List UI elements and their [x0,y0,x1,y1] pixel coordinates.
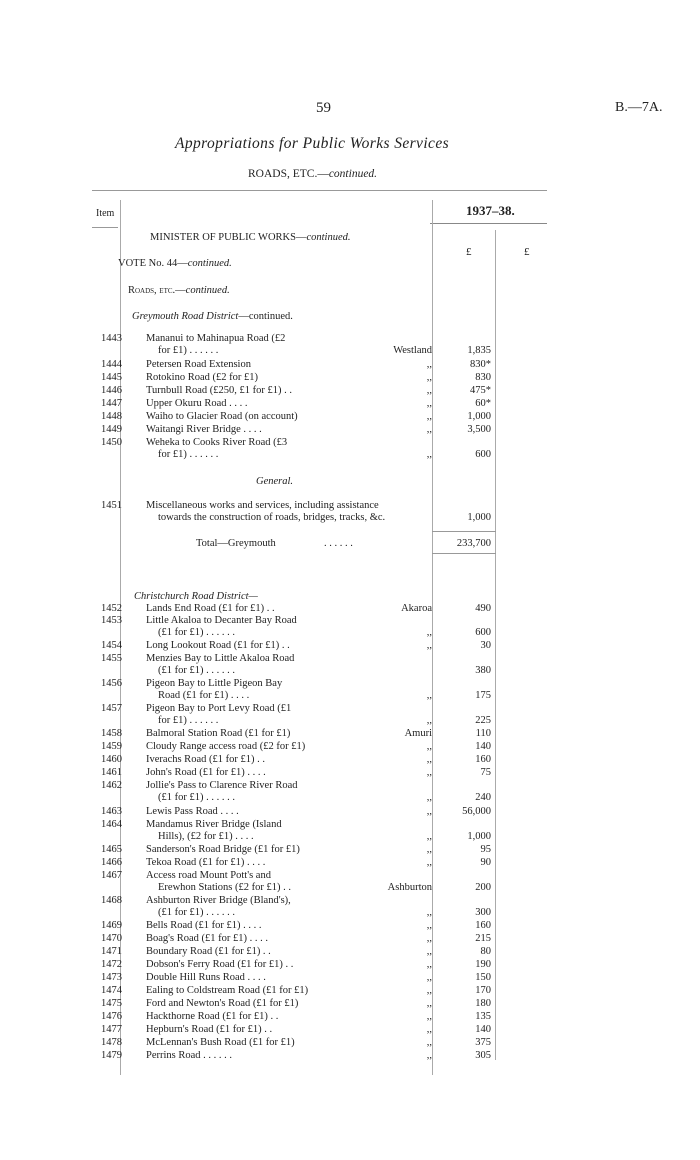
item-amount: 80 [480,946,491,957]
item-description: McLennan's Bush Road (£1 for £1) [146,1037,295,1048]
total-rule-top [432,531,496,532]
item-number: 1445 [101,372,122,383]
item-location: ,, [426,640,432,651]
item-number: 1476 [101,1011,122,1022]
item-amount: 30 [480,640,491,651]
item-number: 1449 [101,424,122,435]
item-amount: 140 [475,1024,491,1035]
item-number: 1453 [101,615,122,626]
item-amount: 600 [475,449,491,460]
page-subtitle [248,168,377,180]
item-description: Long Lookout Road (£1 for £1) . . [146,640,290,651]
item-description: Petersen Road Extension [146,359,251,370]
item-header-rule [92,227,118,228]
item-amount: 490 [475,603,491,614]
vote-heading-cont: continued. [187,258,232,269]
minister-heading-text: MINISTER OF PUBLIC WORKS— [150,232,307,243]
item-number: 1459 [101,741,122,752]
item-amount: 75 [480,767,491,778]
greymouth-total-dots: . . . . . . [324,538,353,549]
item-location: Ashburton [387,882,432,893]
greymouth-district-text: Greymouth Road District [132,311,239,322]
item-description: Jollie's Pass to Clarence River Road [146,780,298,791]
item-amount: 1,000 [467,411,491,422]
item-description: Pigeon Bay to Little Pigeon Bay [146,678,283,689]
item-description: Erewhon Stations (£2 for £1) . . [158,882,291,893]
item-description: Lands End Road (£1 for £1) . . [146,603,275,614]
greymouth-total-amount: 233,700 [456,538,491,549]
page-title: Appropriations for Public Works Services [175,135,450,152]
item-number: 1467 [101,870,122,881]
item-location: ,, [426,1050,432,1061]
vote-heading-text: VOTE No. 44— [118,258,188,269]
item-amount: 60* [475,398,491,409]
item-amount: 600 [475,627,491,638]
item-amount: 475* [470,385,491,396]
item-number: 1446 [101,385,122,396]
item-number: 1447 [101,398,122,409]
document-reference: B.—7A. [615,100,663,115]
item-description: Boundary Road (£1 for £1) . . [146,946,271,957]
item-description: Iverachs Road (£1 for £1) . . [146,754,265,765]
item-number: 1456 [101,678,122,689]
item-description: Hackthorne Road (£1 for £1) . . [146,1011,279,1022]
item-number: 1460 [101,754,122,765]
item-location: ,, [426,411,432,422]
item-description: Upper Okuru Road . . . . [146,398,248,409]
item-amount: 175 [475,690,491,701]
minister-heading [150,232,350,243]
item-description: Hepburn's Road (£1 for £1) . . [146,1024,273,1035]
item-number: 1454 [101,640,122,651]
item-amount: 1,000 [467,831,491,842]
item-description: Rotokino Road (£2 for £1) [146,372,258,383]
item-description: Turnbull Road (£250, £1 for £1) . . [146,385,293,396]
item-amount: 160 [475,920,491,931]
item-number: 1450 [101,437,122,448]
currency-col2: £ [524,246,530,258]
item-description: Bells Road (£1 for £1) . . . . [146,920,262,931]
item-location: ,, [426,690,432,701]
item-location: ,, [426,920,432,931]
item-amount: 240 [475,792,491,803]
item-number: 1466 [101,857,122,868]
item-description: Cloudy Range access road (£2 for £1) [146,741,306,752]
item-location: ,, [426,449,432,460]
item-description: (£1 for £1) . . . . . . [158,665,235,676]
item-description: for £1) . . . . . . [158,715,219,726]
item-location: ,, [426,1037,432,1048]
general-heading: General. [256,476,294,487]
item-location: ,, [426,946,432,957]
item-location: ,, [426,359,432,370]
item-number: 1478 [101,1037,122,1048]
item-description: Tekoa Road (£1 for £1) . . . . [146,857,266,868]
header-rule-top [92,190,547,191]
item-number: 1462 [101,780,122,791]
item-description: Little Akaloa to Decanter Bay Road [146,615,297,626]
item-amount: 305 [475,1050,491,1061]
greymouth-district-heading [132,311,293,322]
item-location: ,, [426,767,432,778]
item-description: (£1 for £1) . . . . . . [158,627,235,638]
item-location: ,, [426,907,432,918]
total-rule-bottom [432,553,496,554]
item-description: (£1 for £1) . . . . . . [158,792,235,803]
item-location: ,, [426,792,432,803]
item-description: Dobson's Ferry Road (£1 for £1) . . [146,959,294,970]
item-amount: 3,500 [467,424,491,435]
greymouth-district-cont: —continued. [238,311,293,322]
item-location: ,, [426,715,432,726]
item-location: ,, [426,831,432,842]
item-location: ,, [426,933,432,944]
item-number: 1464 [101,819,122,830]
item-location: Amuri [404,728,432,739]
item-number: 1470 [101,933,122,944]
item-number: 1473 [101,972,122,983]
currency-col1: £ [466,246,472,258]
item-description: Mananui to Mahinapua Road (£2 [146,333,286,344]
item-column-header: Item [96,208,115,219]
item-description: Balmoral Station Road (£1 for £1) [146,728,291,739]
item-amount: 95 [480,844,491,855]
item-location: ,, [426,998,432,1009]
item-location: ,, [426,385,432,396]
item-number: 1444 [101,359,122,370]
item-description: Ealing to Coldstream Road (£1 for £1) [146,985,309,996]
item-description: Sanderson's Road Bridge (£1 for £1) [146,844,300,855]
item-amount: 110 [475,728,491,739]
item-amount: 200 [475,882,491,893]
item-amount: 150 [475,972,491,983]
item-amount: 190 [475,959,491,970]
item-number: 1461 [101,767,122,778]
item-amount: 375 [475,1037,491,1048]
item-location: ,, [426,959,432,970]
subtitle-continued: continued. [328,168,378,180]
item-location: ,, [426,754,432,765]
page-number: 59 [316,100,331,116]
item-number: 1475 [101,998,122,1009]
minister-heading-cont: continued. [306,232,351,243]
item-description: Waiho to Glacier Road (on account) [146,411,298,422]
roads-heading-cont: continued. [185,285,230,296]
item-number: 1468 [101,895,122,906]
item-amount: 380 [475,665,491,676]
item-description: Double Hill Runs Road . . . . [146,972,266,983]
item-description: Waitangi River Bridge . . . . [146,424,262,435]
item-location: ,, [426,424,432,435]
item-amount: 56,000 [462,806,491,817]
item-number: 1458 [101,728,122,739]
item-amount: 170 [475,985,491,996]
item-number: 1469 [101,920,122,931]
item-description: Lewis Pass Road . . . . [146,806,239,817]
item-number: 1448 [101,411,122,422]
item-amount: 300 [475,907,491,918]
item-location: ,, [426,972,432,983]
item-location: ,, [426,1011,432,1022]
roads-heading [128,285,230,296]
item-amount: 90 [480,857,491,868]
item-number: 1474 [101,985,122,996]
item-amount: 830 [475,372,491,383]
item-description: Hills), (£2 for £1) . . . . [158,831,254,842]
header-rule-bottom [430,223,547,224]
item-amount: 140 [475,741,491,752]
item-amount: 160 [475,754,491,765]
item-number: 1451 [101,500,122,511]
item-number: 1471 [101,946,122,957]
item-location: Westland [393,345,432,356]
item-number: 1463 [101,806,122,817]
subtitle-main: ROADS, ETC.— [248,168,329,180]
item-location: ,, [426,985,432,996]
year-header: 1937–38. [466,203,515,218]
item-number: 1443 [101,333,122,344]
item-amount: 1,835 [467,345,491,356]
item-description: Ashburton River Bridge (Bland's), [146,895,291,906]
item-number: 1465 [101,844,122,855]
item-location: ,, [426,806,432,817]
item-amount: 225 [475,715,491,726]
item-amount: 830* [470,359,491,370]
item-number: 1452 [101,603,122,614]
item-description: Ford and Newton's Road (£1 for £1) [146,998,299,1009]
item-description: Access road Mount Pott's and [146,870,271,881]
location-column-rule [432,200,433,1075]
item-description: for £1) . . . . . . [158,345,219,356]
item-location: ,, [426,844,432,855]
item-description: John's Road (£1 for £1) . . . . [146,767,266,778]
item-description: Mandamus River Bridge (Island [146,819,282,830]
item-number: 1457 [101,703,122,714]
item-description: Pigeon Bay to Port Levy Road (£1 [146,703,292,714]
greymouth-total-label: Total—Greymouth [196,538,276,549]
item-description: Weheka to Cooks River Road (£3 [146,437,288,448]
item-description: towards the construction of roads, bridges, tracks, &c. [158,512,386,523]
roads-heading-text: Roads, etc.— [128,285,186,296]
vote-heading [118,258,232,269]
amount-column-rule [495,230,496,1060]
item-number: 1472 [101,959,122,970]
item-description: (£1 for £1) . . . . . . [158,907,235,918]
item-number: 1477 [101,1024,122,1035]
item-description: Road (£1 for £1) . . . . [158,690,250,701]
item-location: ,, [426,1024,432,1035]
item-amount: 180 [475,998,491,1009]
item-number: 1455 [101,653,122,664]
item-description: for £1) . . . . . . [158,449,219,460]
item-description: Miscellaneous works and services, including assistance [146,500,379,511]
item-description: Perrins Road . . . . . . [146,1050,233,1061]
item-location: ,, [426,627,432,638]
christchurch-district-heading: Christchurch Road District— [134,591,258,602]
item-location: ,, [426,372,432,383]
item-number: 1479 [101,1050,122,1061]
item-description: Boag's Road (£1 for £1) . . . . [146,933,269,944]
item-location: ,, [426,857,432,868]
item-amount: 135 [475,1011,491,1022]
item-amount: 1,000 [467,512,491,523]
item-description: Menzies Bay to Little Akaloa Road [146,653,295,664]
item-location: Akaroa [401,603,432,614]
item-location: ,, [426,741,432,752]
item-amount: 215 [475,933,491,944]
item-location: ,, [426,398,432,409]
